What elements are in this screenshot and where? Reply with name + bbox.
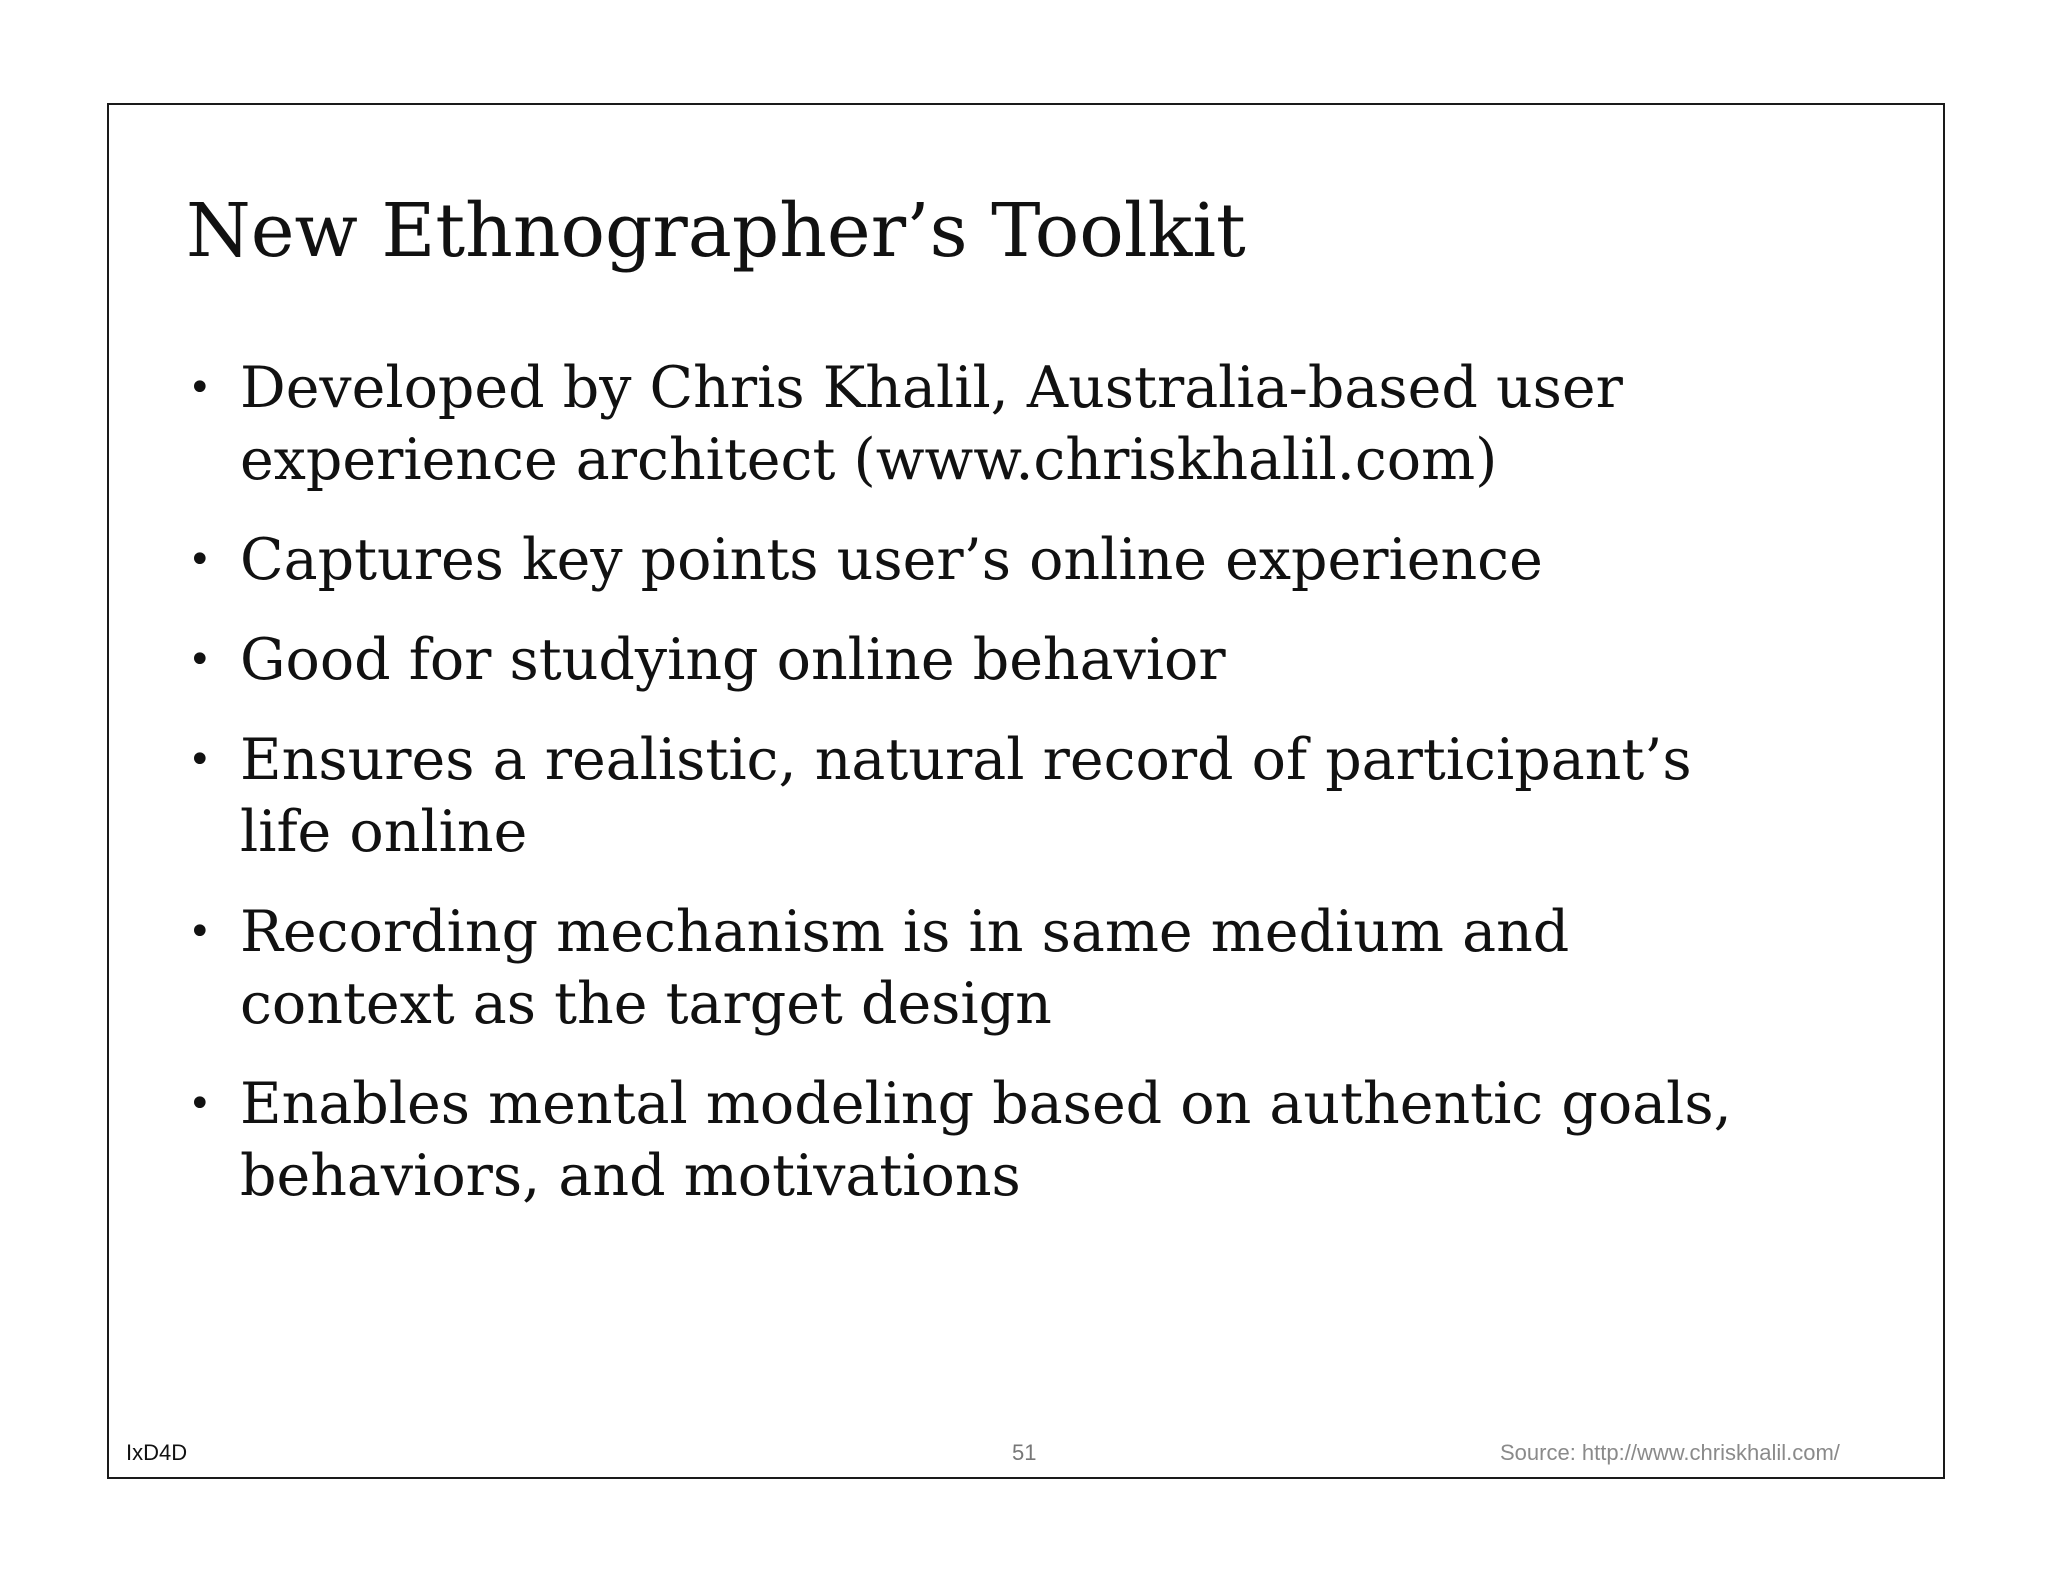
bullet-icon: • bbox=[188, 1081, 212, 1127]
footer-brand: IxD4D bbox=[126, 1440, 188, 1465]
bullet-item bbox=[186, 624, 1766, 696]
bullet-item bbox=[186, 724, 1766, 868]
bullet-icon: • bbox=[188, 909, 212, 955]
bullet-icon: • bbox=[188, 365, 212, 411]
bullet-text: Developed by Chris Khalil, Australia-based user experience architect (www.chriskhalil.com) bbox=[240, 355, 1623, 493]
source-citation: Source: http://www.chriskhalil.com/ bbox=[1500, 1440, 1840, 1465]
bullet-icon: • bbox=[188, 737, 212, 783]
bullet-icon: • bbox=[188, 637, 212, 683]
slide-title: New Ethnographer’s Toolkit bbox=[186, 188, 1246, 274]
bullet-list bbox=[186, 352, 1766, 1240]
bullet-text: Captures key points user’s online experience bbox=[240, 527, 1543, 593]
bullet-icon: • bbox=[188, 537, 212, 583]
bullet-item bbox=[186, 1068, 1766, 1212]
bullet-item bbox=[186, 524, 1766, 596]
bullet-text: Good for studying online behavior bbox=[240, 627, 1226, 693]
bullet-text: Enables mental modeling based on authentic goals, behaviors, and motivations bbox=[240, 1071, 1732, 1209]
bullet-item bbox=[186, 352, 1766, 496]
bullet-text: Recording mechanism is in same medium and context as the target design bbox=[240, 899, 1570, 1037]
bullet-text: Ensures a realistic, natural record of participant’s life online bbox=[240, 727, 1692, 865]
bullet-item bbox=[186, 896, 1766, 1040]
page-number: 51 bbox=[1012, 1440, 1037, 1465]
